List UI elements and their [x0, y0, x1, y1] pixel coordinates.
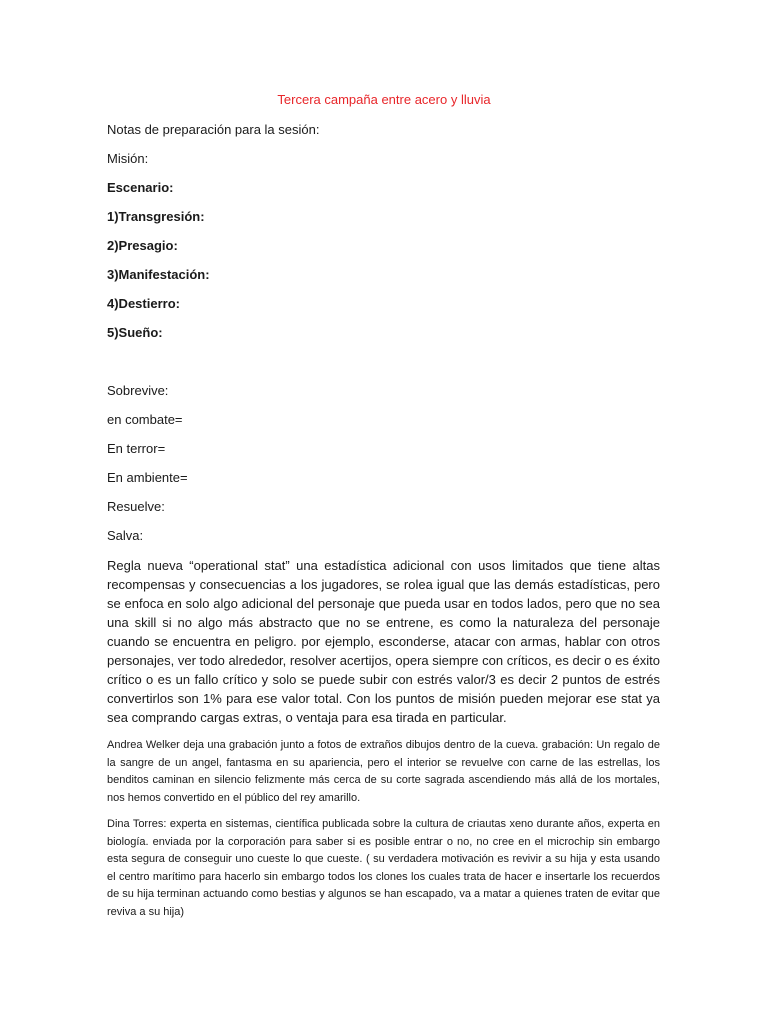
mision-label: Misión: [107, 151, 149, 166]
sobrevive-ambiente: En ambiente= [107, 470, 188, 485]
step-destierro: 4)Destierro: [107, 296, 180, 311]
sobrevive-combate: en combate= [107, 412, 183, 427]
step-transgresion: 1)Transgresión: [107, 209, 205, 224]
step-sueno: 5)Sueño: [107, 325, 163, 340]
escenario-label: Escenario: [107, 180, 174, 195]
sobrevive-terror: En terror= [107, 441, 166, 456]
regla-nueva-paragraph: Regla nueva “operational stat” una estadística adicional con usos limitados que tiene altas recompensas y consecuencias a los jugadores, se rolea igual que las demás estadísticas, pero se enfoca en solo algo adicional del personaje que pueda usar en todos lados, pero que no sea una skill si no algo más abstracto que no se entrene, es como la naturaleza del personaje cuando se encuentra en peligro. por ejemplo, esconderse, atacar con armas, hablar con otros personajes, ver todo alrededor, resolver acertijos, opera siempre con críticos, es decir o es éxito crítico o es un fallo crítico y solo se puede subir con estrés valor/3 es decir 2 puntos de estrés convertirlos son 1% para ese valor total. Con los puntos de misión pueden mejorar ese stat ya sea comprando cargas extras, o ventaja para esa tirada en particular. [107, 558, 660, 725]
prep-heading: Notas de preparación para la sesión: [107, 122, 320, 137]
sobrevive-label: Sobrevive: [107, 383, 169, 398]
andrea-paragraph: Andrea Welker deja una grabación junto a fotos de extraños dibujos dentro de la cueva. grabación: Un regalo de la sangre de un angel, fantasma en su apariencia, pero el interior se revuelve con carne de las estrellas, los benditos caminan en silencio felizmente más cerca de su corte sagrada ascendiendo más allá de los mortales, nos hemos convertido en el público del rey amarillo. [107, 739, 660, 804]
step-manifestacion: 3)Manifestación: [107, 267, 210, 282]
salva-label: Salva: [107, 528, 144, 543]
document-body [107, 121, 660, 930]
resuelve-label: Resuelve: [107, 499, 165, 514]
document-title: Tercera campaña entre acero y lluvia [277, 92, 491, 107]
dina-paragraph: Dina Torres: experta en sistemas, científica publicada sobre la cultura de criautas xeno durante años, experta en biología. enviada por la corporación para saber si es posible entrar o no, no cree en el microchip sin embargo esta segura de conseguir uno cueste lo que cueste. ( su verdadera motivación es revivir a su hija y esta usando el centro marítimo para hacerlo sin embargo todos los clones los cuales trata de hacer e insertarle los recuerdos de su hija terminan actuando como bestias y algunos se han escapado, va a matar a quienes traten de evitar que reviva a su hija) [107, 818, 660, 918]
step-presagio: 2)Presagio: [107, 238, 178, 253]
blank-line [107, 353, 660, 382]
